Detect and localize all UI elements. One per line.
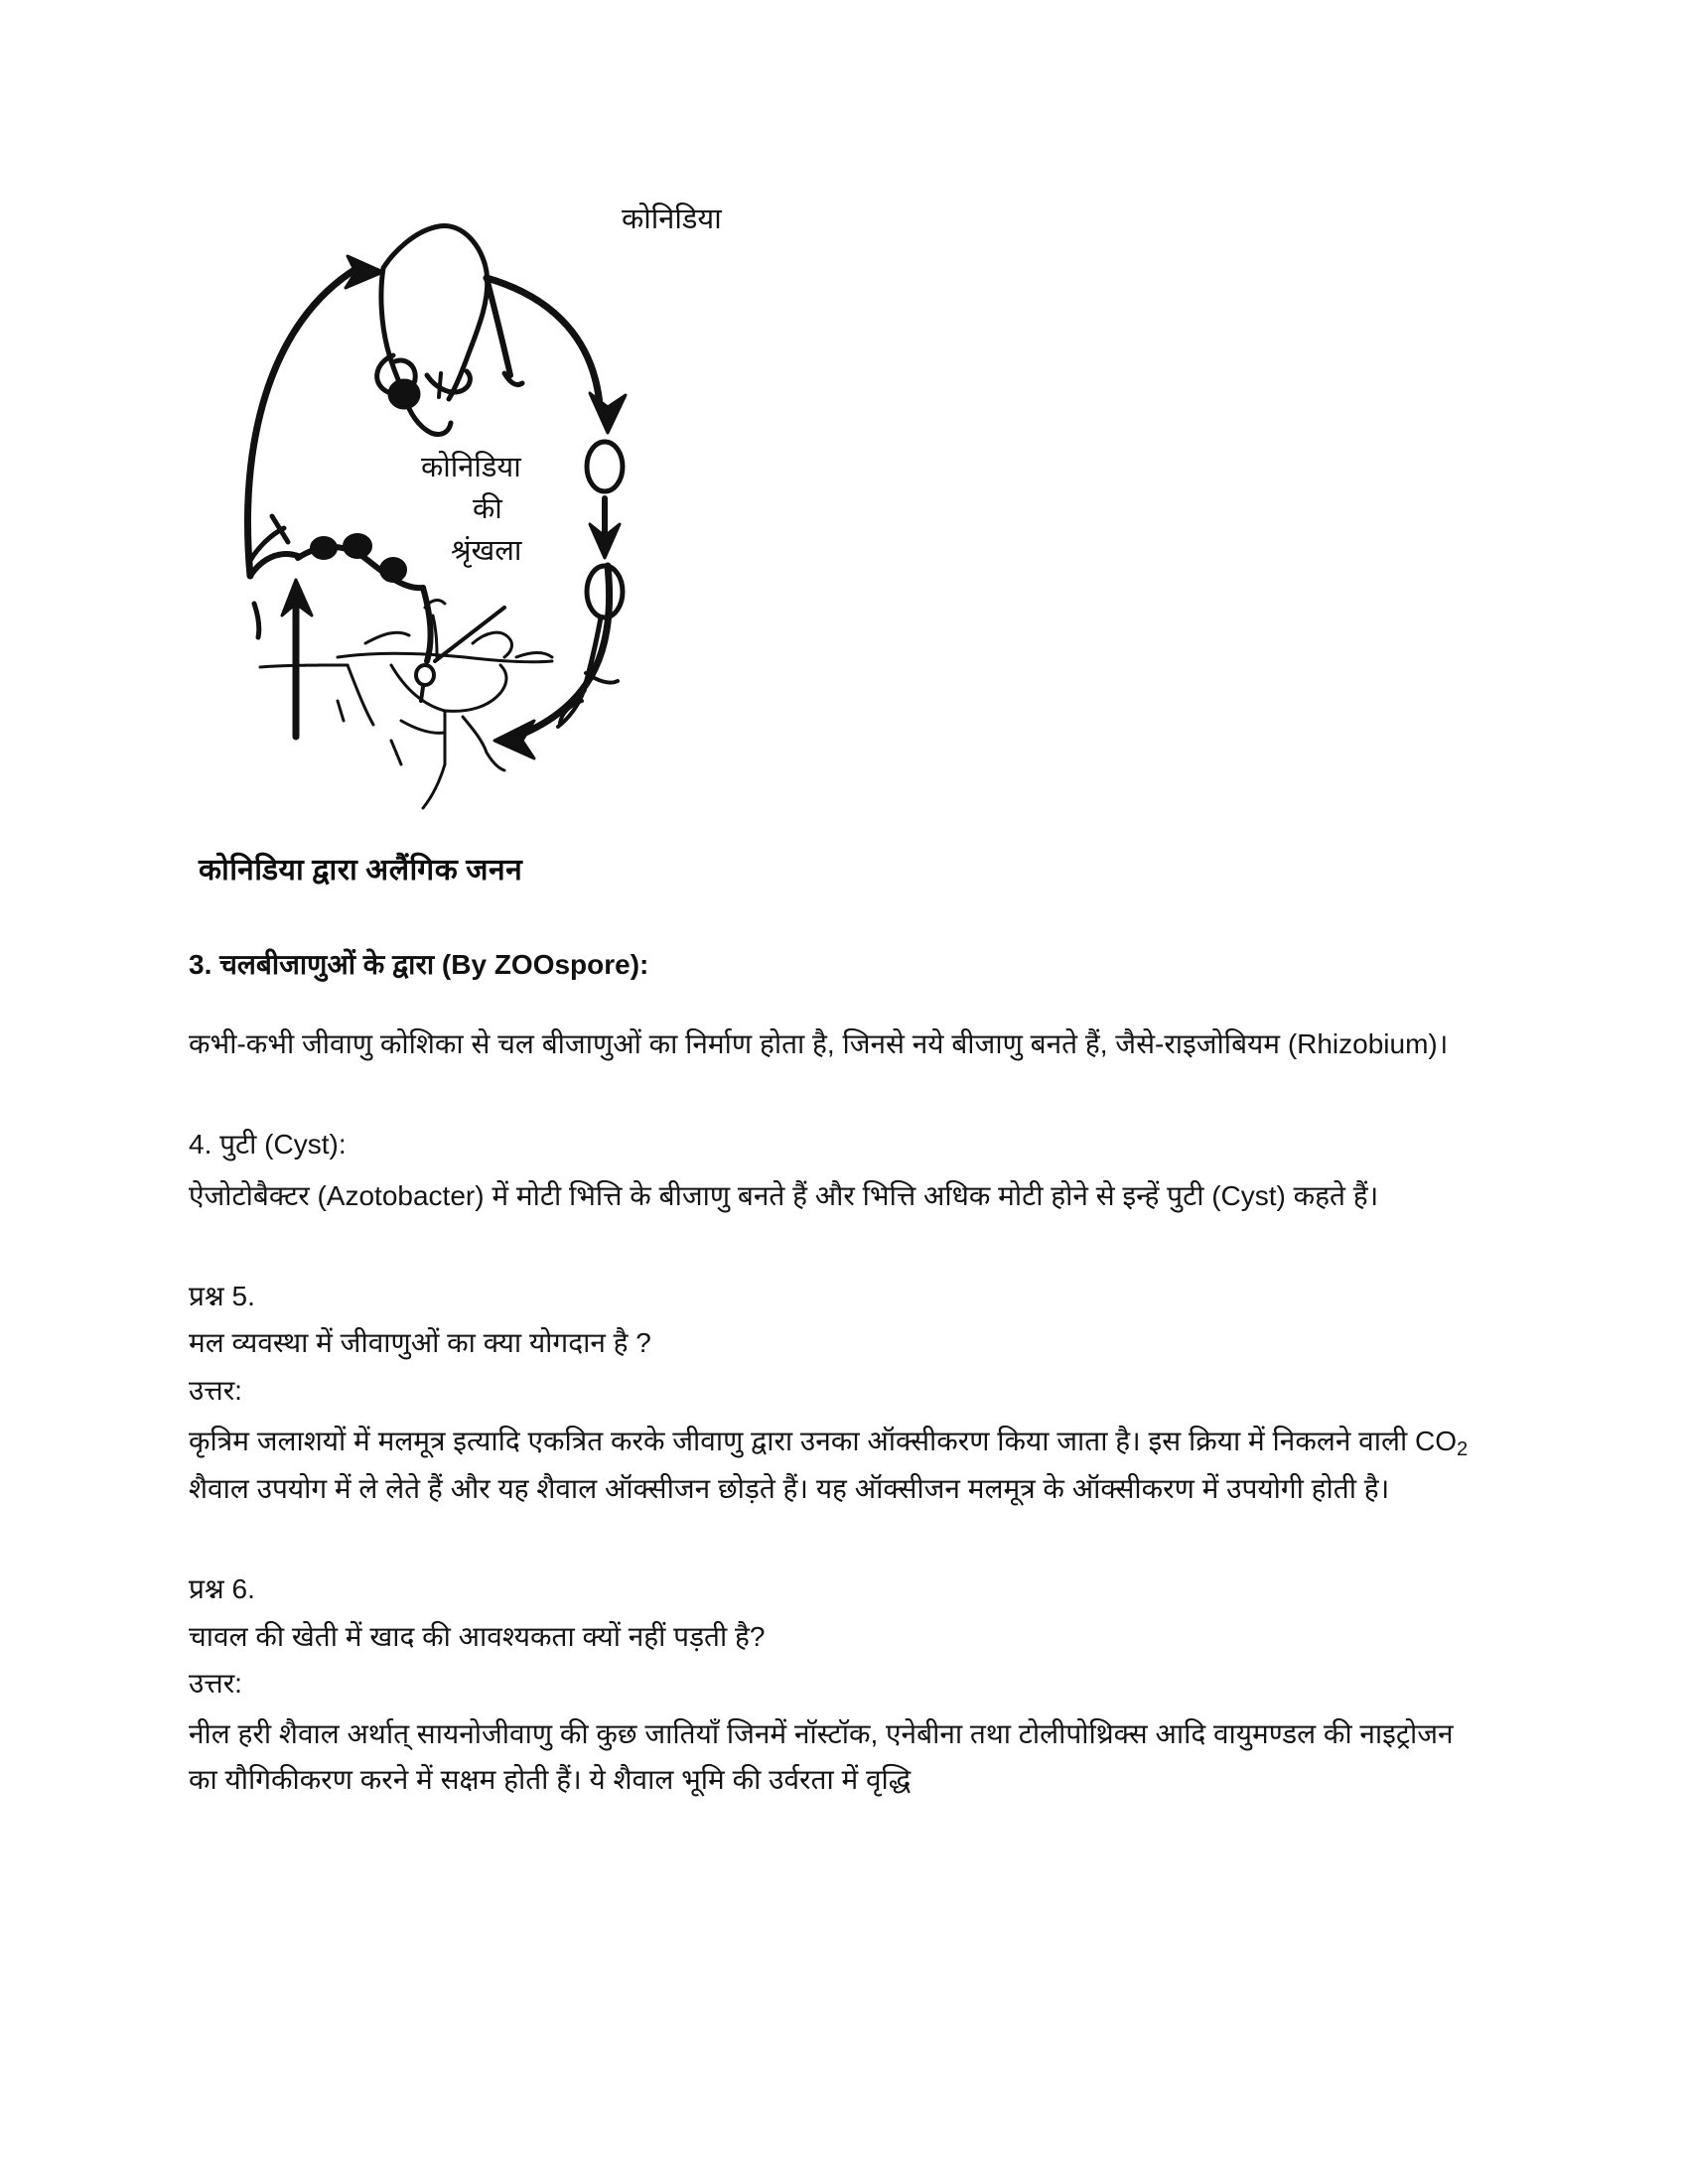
figure-label-chain-line3: श्रृंखला: [451, 535, 522, 567]
answer-5-part1: कृत्रिम जलाशयों में मलमूत्र इत्यादि एकत्रित करके जीवाणु द्वारा उनका ऑक्सीकरण किया जाता है। इस क्रिया में निकलने वाली CO: [189, 1426, 1457, 1457]
question-6-label: प्रश्न 6.: [189, 1573, 255, 1605]
figure-label-conidia: कोनिडिया: [622, 204, 722, 235]
question-6-answer-text: [189, 1711, 1489, 1802]
figure-label-chain-line1: कोनिडिया: [421, 452, 521, 483]
question-6-text: चावल की खेती में खाद की आवश्यकता क्यों नहीं पड़ती है?: [189, 1620, 766, 1652]
figure-caption: कोनिडिया द्वारा अलैंगिक जनन: [199, 854, 523, 887]
answer-6-part1: नील हरी शैवाल अर्थात् सायनोजीवाणु की कुछ जातियाँ जिनमें नॉस्टॉक, एनेबीना तथा टोलीपोथ्रिक्स आदि वायुमण्डल की नाइट्रोजन का यौगिकीकरण करने में सक्षम होती हैं। ये शैवाल भूमि की उर्वरता में वृद्धि: [189, 1718, 1454, 1795]
question-6-answer-label: उत्तर:: [189, 1667, 242, 1699]
heading-zoospore: 3. चलबीजाणुओं के द्वारा (By ZOOspore):: [189, 949, 649, 980]
figure-label-chain-line2: की: [473, 493, 502, 525]
figure-conidia-asexual-reproduction: [189, 149, 745, 888]
paragraph-zoospore: कभी-कभी जीवाणु कोशिका से चल बीजाणुओं का निर्माण होता है, जिनसे नये बीजाणु बनते हैं, जैसे-राइजोबियम (Rhizobium)।: [189, 1028, 1449, 1059]
question-5-answer-text: [189, 1419, 1489, 1511]
page-content: [189, 149, 1499, 1802]
question-5-text: मल व्यवस्था में जीवाणुओं का क्या योगदान है ?: [189, 1327, 651, 1359]
question-5-answer-label: उत्तर:: [189, 1374, 242, 1406]
conidia-lifecycle-svg: [189, 149, 745, 844]
figure-illustration: [189, 149, 745, 844]
answer-5-subscript: 2: [1457, 1438, 1469, 1461]
answer-5-part2: शैवाल उपयोग में ले लेते हैं और यह शैवाल ऑक्सीजन छोड़ते हैं। यह ऑक्सीजन मलमूत्र के ऑक्सीकरण में उपयोगी होती है।: [189, 1472, 1390, 1504]
question-5-label: प्रश्न 5.: [189, 1281, 255, 1312]
paragraph-cyst: ऐजोटोबैक्टर (Azotobacter) में मोटी भित्ति के बीजाणु बनते हैं और भित्ति अधिक मोटी होने से इन्हें पुटी (Cyst) कहते हैं।: [189, 1179, 1379, 1211]
heading-cyst: 4. पुटी (Cyst):: [189, 1129, 347, 1160]
